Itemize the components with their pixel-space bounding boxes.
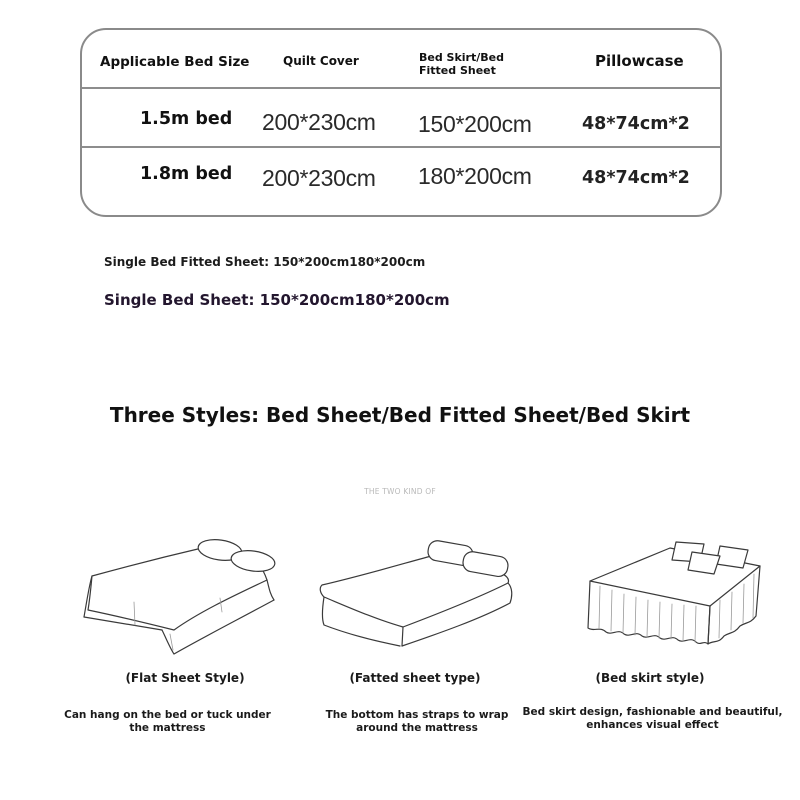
row-skirt-fitted: 180*200cm bbox=[418, 163, 532, 189]
table-divider bbox=[82, 87, 720, 89]
size-table bbox=[80, 28, 722, 217]
header-pillowcase: Pillowcase bbox=[595, 52, 684, 70]
row-quilt-cover: 200*230cm bbox=[262, 165, 376, 191]
row-pillowcase: 48*74cm*2 bbox=[582, 114, 690, 134]
flat-sheet-style-title: (Flat Sheet Style) bbox=[125, 671, 245, 685]
watermark-text: THE TWO KIND OF bbox=[364, 487, 436, 496]
section-title: Three Styles: Bed Sheet/Bed Fitted Sheet/Bed Skirt bbox=[109, 403, 691, 427]
row-pillowcase: 48*74cm*2 bbox=[582, 168, 690, 188]
bed-sheet-note: Single Bed Sheet: 150*200cm180*200cm bbox=[104, 291, 450, 309]
flat-sheet-style-description: Can hang on the bed or tuck under the mattress bbox=[64, 709, 271, 734]
row-bed-size: 1.8m bed bbox=[140, 164, 233, 184]
row-quilt-cover: 200*230cm bbox=[262, 109, 376, 135]
fitted-sheet-bed-illustration-icon bbox=[310, 535, 520, 647]
table-divider bbox=[82, 146, 720, 148]
fitted-sheet-note: Single Bed Fitted Sheet: 150*200cm180*200cm bbox=[104, 255, 426, 269]
bed-skirt-illustration-icon bbox=[580, 528, 770, 658]
bed-skirt-style-title: (Bed skirt style) bbox=[595, 671, 705, 685]
row-skirt-fitted: 150*200cm bbox=[418, 111, 532, 137]
flat-sheet-bed-illustration-icon bbox=[62, 530, 292, 655]
fitted-sheet-style-title: (Fatted sheet type) bbox=[349, 671, 481, 685]
fitted-sheet-style-description: The bottom has straps to wrap around the mattress bbox=[325, 709, 509, 734]
header-skirt-fitted: Bed Skirt/Bed Fitted Sheet bbox=[419, 51, 504, 77]
header-bed-size: Applicable Bed Size bbox=[100, 54, 250, 70]
header-quilt-cover: Quilt Cover bbox=[283, 54, 359, 68]
row-bed-size: 1.5m bed bbox=[140, 109, 233, 129]
bed-skirt-style-description: Bed skirt design, fashionable and beautiful, enhances visual effect bbox=[522, 706, 783, 731]
